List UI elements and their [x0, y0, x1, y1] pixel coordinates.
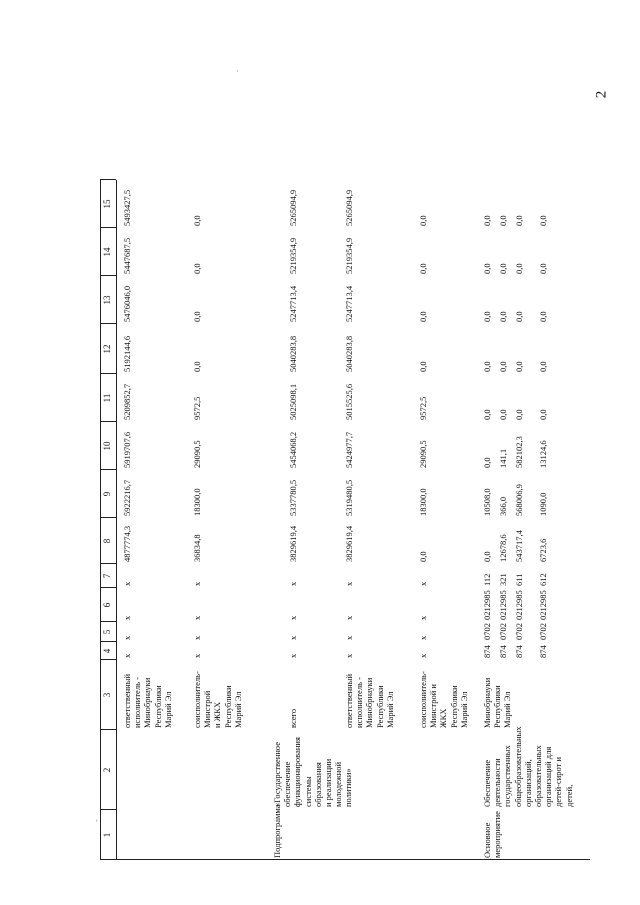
- value-cell: 543717,4: [514, 530, 524, 562]
- value-cell: 0,0: [192, 361, 202, 372]
- text-line: Марий Эл: [162, 691, 173, 728]
- value-cell: 0,0: [538, 215, 548, 226]
- column-header: 1: [102, 832, 112, 838]
- text-line: ответственный: [344, 674, 354, 728]
- value-cell: 1090,0: [538, 492, 548, 516]
- text-line: Минобрнауки: [482, 677, 492, 728]
- value-cell: 0,0: [538, 409, 548, 420]
- column-header: 6: [102, 602, 112, 608]
- value-cell: x: [418, 581, 428, 586]
- value-cell: 5219354,9: [344, 237, 354, 274]
- value-cell: 112: [482, 573, 492, 586]
- text-line: молодежной: [333, 761, 344, 807]
- value-cell: 29090,5: [418, 440, 428, 468]
- value-cell: x: [288, 653, 298, 658]
- text-line: общеобразовательных: [512, 726, 523, 807]
- value-cell: 5922216,7: [122, 479, 132, 516]
- column-header: 9: [102, 491, 112, 497]
- value-cell: 0,0: [498, 361, 508, 372]
- value-cell: 0,0: [538, 361, 548, 372]
- value-cell: 0212985: [514, 590, 524, 620]
- value-cell: x: [122, 635, 132, 640]
- value-cell: 9572,5: [418, 396, 428, 420]
- value-cell: 3829619,4: [288, 525, 298, 562]
- value-cell: 0,0: [514, 361, 524, 372]
- text-line: ответственный: [122, 674, 132, 728]
- value-cell: 0,0: [514, 409, 524, 420]
- value-cell: 0,0: [482, 215, 492, 226]
- value-cell: 0702: [538, 623, 548, 640]
- grid-line: [116, 180, 117, 860]
- value-cell: 0,0: [192, 311, 202, 322]
- value-cell: 582102,3: [514, 436, 524, 468]
- text-line: исполнитель -: [132, 677, 143, 728]
- value-cell: x: [122, 581, 132, 586]
- grid-line: [100, 859, 590, 860]
- value-cell: 874: [538, 645, 548, 658]
- executor-name: [192, 662, 243, 728]
- value-cell: x: [344, 635, 354, 640]
- value-cell: 0,0: [498, 215, 508, 226]
- value-cell: 5219354,9: [288, 237, 298, 274]
- value-cell: 0,0: [498, 409, 508, 420]
- text-line: детей-сирот и детей,: [553, 756, 574, 807]
- value-cell: 874: [514, 645, 524, 658]
- text-line: ЖКХ: [438, 708, 449, 728]
- value-cell: 568006,9: [514, 484, 524, 516]
- value-cell: 5015525,6: [344, 383, 354, 420]
- value-cell: x: [344, 615, 354, 620]
- value-cell: 5192144,6: [122, 335, 132, 372]
- column-header: 3: [102, 692, 112, 698]
- value-cell: 0,0: [482, 311, 492, 322]
- value-cell: 0,0: [418, 311, 428, 322]
- value-cell: 36834,8: [192, 534, 202, 562]
- executor-name: [288, 662, 298, 728]
- value-cell: x: [192, 581, 202, 586]
- value-cell: 0212985: [498, 590, 508, 620]
- text-line: Обеспечение: [482, 759, 492, 807]
- value-cell: 5040283,8: [288, 335, 298, 372]
- value-cell: 141,1: [498, 448, 508, 468]
- executor-name: [418, 662, 469, 728]
- value-cell: 366,0: [498, 496, 508, 516]
- value-cell: 3829619,4: [344, 525, 354, 562]
- value-cell: 0702: [482, 623, 492, 640]
- value-cell: 0,0: [418, 215, 428, 226]
- value-cell: 0,0: [192, 215, 202, 226]
- text-line: «Государственное: [272, 741, 282, 807]
- value-cell: x: [344, 581, 354, 586]
- value-cell: 0,0: [482, 361, 492, 372]
- value-cell: 874: [498, 645, 508, 658]
- value-cell: 5040283,8: [344, 335, 354, 372]
- value-cell: 5265094,9: [344, 189, 354, 226]
- value-cell: 0,0: [482, 551, 492, 562]
- program-name: [272, 733, 354, 807]
- value-cell: 0,0: [192, 263, 202, 274]
- text-line: политики»: [343, 768, 354, 807]
- text-line: государственных: [502, 745, 513, 807]
- value-cell: x: [122, 653, 132, 658]
- value-cell: 10508,0: [482, 488, 492, 516]
- value-cell: x: [192, 615, 202, 620]
- level-label: [272, 804, 282, 858]
- value-cell: 5476046,0: [122, 285, 132, 322]
- text-line: Марий Эл: [458, 691, 469, 728]
- value-cell: 0,0: [538, 263, 548, 274]
- value-cell: 5247713,4: [288, 285, 298, 322]
- value-cell: 874: [482, 645, 492, 658]
- value-cell: 0,0: [418, 263, 428, 274]
- value-cell: x: [344, 653, 354, 658]
- value-cell: 4877774,3: [122, 525, 132, 562]
- value-cell: 0,0: [482, 409, 492, 420]
- value-cell: x: [418, 615, 428, 620]
- text-line: системы образования: [302, 762, 323, 807]
- column-header: 8: [102, 538, 112, 544]
- value-cell: 0,0: [418, 551, 428, 562]
- column-header: 15: [102, 199, 112, 209]
- text-line: Минстрой: [202, 690, 213, 728]
- value-cell: 6723,6: [538, 538, 548, 562]
- text-line: соисполнитель-: [192, 671, 202, 728]
- text-line: образовательных: [533, 745, 544, 807]
- text-line: и реализации: [323, 758, 334, 807]
- text-line: и ЖКХ: [212, 701, 223, 728]
- value-cell: 5454068,2: [288, 431, 298, 468]
- text-line: Марий Эл: [384, 691, 395, 728]
- value-cell: 0212985: [538, 590, 548, 620]
- text-line: Республики: [152, 685, 163, 728]
- text-line: всего: [288, 708, 298, 728]
- executor-name: [122, 662, 173, 728]
- value-cell: 5209852,7: [122, 383, 132, 420]
- executor-name: [344, 662, 395, 728]
- text-line: соисполнитель-: [418, 671, 428, 728]
- value-cell: x: [288, 635, 298, 640]
- value-cell: 0,0: [514, 215, 524, 226]
- page-number: 2: [593, 90, 610, 99]
- value-cell: 0,0: [482, 263, 492, 274]
- text-line: Республики: [222, 685, 233, 728]
- column-header: 14: [102, 247, 112, 257]
- value-cell: 5319480,5: [344, 479, 354, 516]
- text-line: организаций,: [522, 759, 533, 807]
- text-line: исполнитель -: [354, 677, 365, 728]
- column-header: 4: [102, 648, 112, 654]
- value-cell: 0,0: [418, 361, 428, 372]
- value-cell: x: [418, 635, 428, 640]
- value-cell: 611: [514, 573, 524, 586]
- value-cell: 0,0: [498, 263, 508, 274]
- value-cell: 612: [538, 573, 548, 586]
- value-cell: 0702: [514, 623, 524, 640]
- value-cell: 5247713,4: [344, 285, 354, 322]
- value-cell: 5337780,5: [288, 479, 298, 516]
- text-line: организаций для: [543, 746, 554, 807]
- program-name: [482, 726, 574, 807]
- value-cell: 0212985: [482, 590, 492, 620]
- text-line: обеспечение: [282, 761, 293, 807]
- text-line: Марий Эл: [232, 691, 243, 728]
- value-cell: x: [192, 653, 202, 658]
- text-line: Марий Эл: [502, 691, 513, 728]
- column-header: 11: [102, 393, 112, 403]
- column-header: 5: [102, 629, 112, 635]
- executor-name: [482, 662, 513, 728]
- value-cell: 0702: [498, 623, 508, 640]
- text-line: Республики: [492, 685, 503, 728]
- value-cell: 18300,0: [192, 488, 202, 516]
- text-line: Минобрнауки: [364, 677, 375, 728]
- value-cell: x: [288, 581, 298, 586]
- value-cell: 13124,6: [538, 440, 548, 468]
- text-line: Республики: [374, 685, 385, 728]
- value-cell: 29090,5: [192, 440, 202, 468]
- scan-mark: ·: [236, 66, 239, 76]
- grid-line: [100, 180, 101, 860]
- value-cell: 0,0: [514, 263, 524, 274]
- value-cell: 5919707,6: [122, 431, 132, 468]
- value-cell: 0,0: [498, 311, 508, 322]
- text-line: мероприятие: [492, 811, 503, 858]
- budget-table: [100, 70, 600, 860]
- text-line: Минстрой и: [428, 684, 439, 728]
- value-cell: 5447687,5: [122, 237, 132, 274]
- value-cell: x: [418, 653, 428, 658]
- value-cell: 5265094,9: [288, 189, 298, 226]
- value-cell: 5424977,7: [344, 431, 354, 468]
- column-header: 7: [102, 573, 112, 579]
- value-cell: 9572,5: [192, 396, 202, 420]
- value-cell: 0,0: [482, 457, 492, 468]
- column-header: 2: [102, 767, 112, 773]
- text-line: Подпрограмма: [272, 804, 282, 858]
- level-label: [482, 812, 502, 858]
- value-cell: 0,0: [538, 311, 548, 322]
- column-header: 10: [102, 441, 112, 451]
- value-cell: x: [288, 615, 298, 620]
- text-line: деятельности: [492, 758, 503, 807]
- column-header: 12: [102, 344, 112, 354]
- column-header: 13: [102, 295, 112, 305]
- value-cell: 0,0: [514, 311, 524, 322]
- text-line: Основное: [482, 822, 492, 858]
- value-cell: x: [122, 615, 132, 620]
- value-cell: 5025098,1: [288, 383, 298, 420]
- text-line: Минобрнауки: [142, 677, 153, 728]
- text-line: Республики: [448, 685, 459, 728]
- value-cell: x: [192, 635, 202, 640]
- value-cell: 18300,0: [418, 488, 428, 516]
- value-cell: 12678,6: [498, 534, 508, 562]
- scan-mark: ': [96, 818, 98, 828]
- text-line: функционирования: [292, 737, 303, 807]
- value-cell: 321: [498, 573, 508, 586]
- rotated-table-page: [100, 70, 600, 860]
- value-cell: 5493427,5: [122, 189, 132, 226]
